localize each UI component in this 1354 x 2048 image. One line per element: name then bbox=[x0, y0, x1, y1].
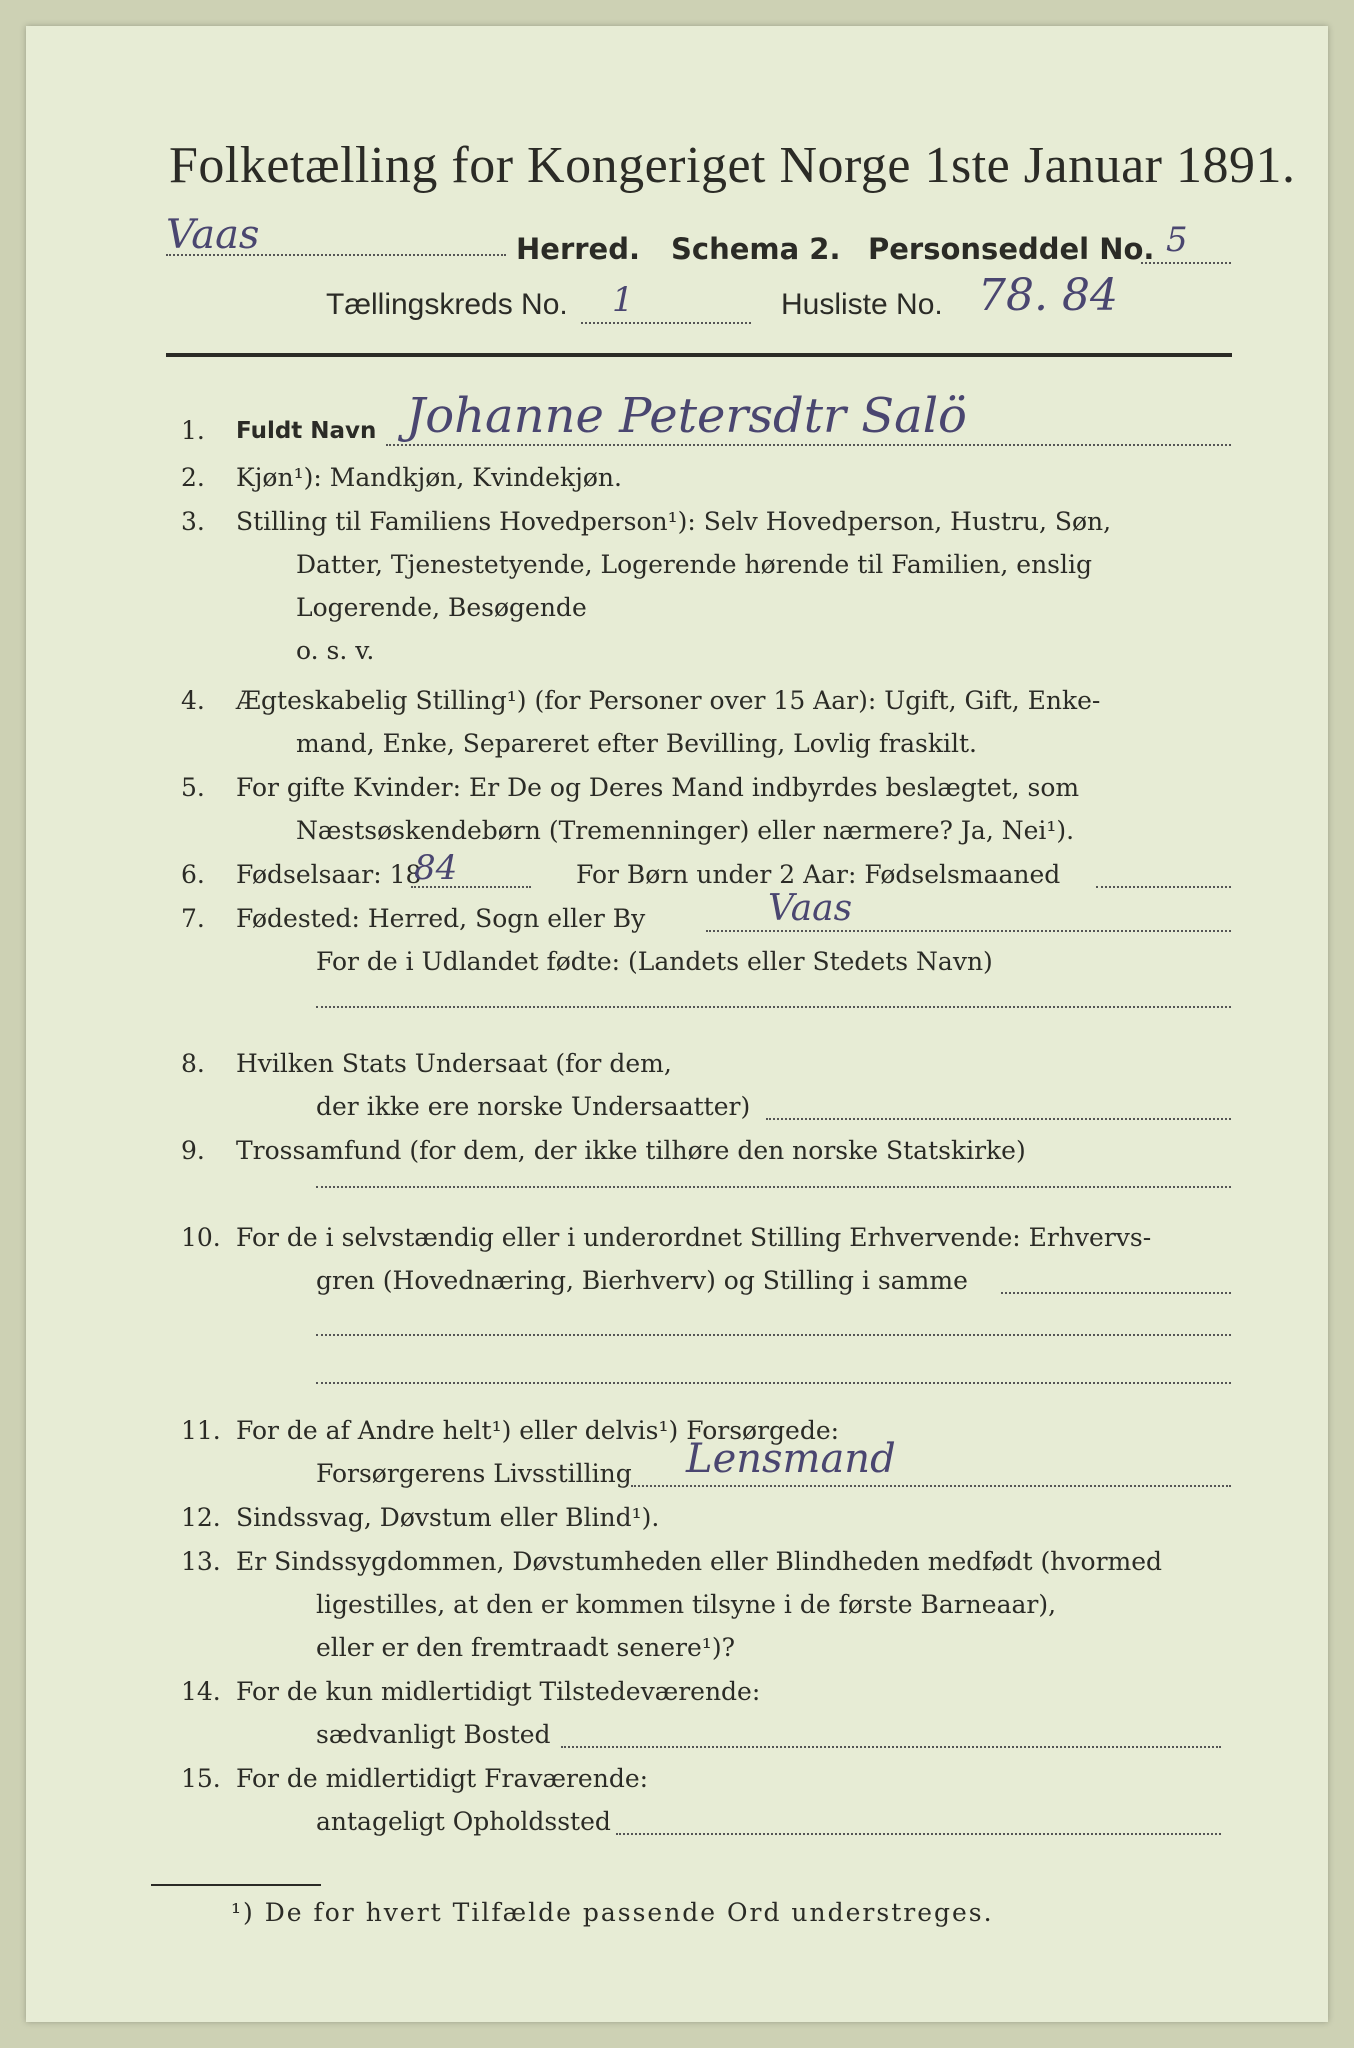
item-text: For Børn under 2 Aar: Fødselsmaaned bbox=[576, 860, 1061, 889]
item-text: ligestilles, at den er kommen tilsyne i de første Barneaar), bbox=[316, 1590, 1057, 1619]
item-text: antageligt Opholdssted bbox=[316, 1807, 611, 1836]
personseddel-label: Personseddel No. bbox=[868, 232, 1155, 266]
answer-birthplace: Vaas bbox=[768, 888, 853, 929]
item-number: 5. bbox=[181, 773, 205, 802]
name-dots bbox=[386, 444, 1231, 446]
form-title: Folketælling for Kongeriget Norge 1ste Januar 1891. bbox=[169, 137, 1296, 194]
item-text: gren (Hovednæring, Bierhverv) og Stilling i samme bbox=[316, 1266, 968, 1295]
birthplace-dots bbox=[706, 930, 1231, 932]
kreds-label: Tællingskreds No. bbox=[326, 288, 568, 321]
item-number: 11. bbox=[181, 1416, 221, 1445]
item-text: Datter, Tjenestetyende, Logerende hørende til Familien, enslig bbox=[296, 550, 1093, 579]
herred-dots bbox=[166, 254, 506, 256]
item-text: Er Sindssygdommen, Døvstumheden eller Blindheden medfødt (hvormed bbox=[236, 1547, 1163, 1576]
item-number: 9. bbox=[181, 1136, 205, 1165]
item-text: Logerende, Besøgende bbox=[296, 593, 587, 622]
husliste-label: Husliste No. bbox=[781, 288, 943, 321]
birth-year-dots bbox=[411, 886, 531, 888]
item-text: o. s. v. bbox=[296, 636, 375, 665]
herred-value: Vaas bbox=[166, 212, 260, 258]
citizenship-dots bbox=[766, 1118, 1231, 1120]
item-text: Hvilken Stats Undersaat (for dem, bbox=[236, 1049, 672, 1078]
abode-dots bbox=[616, 1833, 1221, 1835]
item-number: 12. bbox=[181, 1503, 221, 1532]
item-text: Kjøn¹): Mandkjøn, Kvindekjøn. bbox=[236, 463, 622, 492]
item-text: For de i Udlandet fødte: (Landets eller Stedets Navn) bbox=[316, 947, 993, 976]
residence-dots bbox=[561, 1746, 1221, 1748]
footnote: ¹) De for hvert Tilfælde passende Ord understreges. bbox=[231, 1898, 994, 1927]
footnote-rule bbox=[151, 1884, 321, 1886]
item-number: 4. bbox=[181, 686, 205, 715]
item-number: 13. bbox=[181, 1547, 221, 1576]
item-text: mand, Enke, Separeret efter Bevilling, Lovlig fraskilt. bbox=[296, 729, 977, 758]
header-rule bbox=[166, 353, 1232, 357]
item-text: For de kun midlertidigt Tilstedeværende: bbox=[236, 1677, 761, 1706]
item-number: 6. bbox=[181, 860, 205, 889]
schema-label: Schema 2. bbox=[671, 232, 841, 266]
foreign-birthplace-dots bbox=[316, 1006, 1231, 1008]
provider-dots bbox=[631, 1485, 1231, 1487]
census-form bbox=[26, 26, 1328, 2022]
item-number: 8. bbox=[181, 1049, 205, 1078]
item-text: For de af Andre helt¹) eller delvis¹) Forsørgede: bbox=[236, 1416, 840, 1445]
occupation-dots-2 bbox=[316, 1334, 1231, 1336]
item-text: For de i selvstændig eller i underordnet Stilling Erhvervende: Erhvervs- bbox=[236, 1223, 1152, 1252]
item-text: Fødested: Herred, Sogn eller By bbox=[236, 904, 646, 933]
item-text: Trossamfund (for dem, der ikke tilhøre den norske Statskirke) bbox=[236, 1136, 1026, 1165]
answer-full-name: Johanne Petersdtr Salö bbox=[406, 388, 967, 444]
item-text: For de midlertidigt Fraværende: bbox=[236, 1764, 649, 1793]
item-number: 15. bbox=[181, 1764, 221, 1793]
personseddel-dots bbox=[1141, 262, 1231, 264]
item-text: For gifte Kvinder: Er De og Deres Mand indbyrdes beslægtet, som bbox=[236, 773, 1080, 802]
item-text: sædvanligt Bosted bbox=[316, 1720, 551, 1749]
item-text: Fødselsaar: 18 bbox=[236, 860, 422, 889]
religion-dots bbox=[316, 1186, 1231, 1188]
item-number: 3. bbox=[181, 507, 205, 536]
occupation-dots-3 bbox=[316, 1382, 1231, 1384]
item-text: Næstsøskendebørn (Tremenninger) eller nærmere? Ja, Nei¹). bbox=[296, 816, 1075, 845]
item-number: 7. bbox=[181, 904, 205, 933]
answer-provider-occupation: Lensmand bbox=[686, 1436, 896, 1482]
item-number: 2. bbox=[181, 463, 205, 492]
herred-label: Herred. bbox=[516, 232, 640, 266]
item-text: der ikke ere norske Undersaatter) bbox=[316, 1092, 751, 1121]
item-label: Fuldt Navn bbox=[236, 418, 377, 444]
item-text: eller er den fremtraadt senere¹)? bbox=[316, 1633, 735, 1662]
item-text: Sindssvag, Døvstum eller Blind¹). bbox=[236, 1503, 660, 1532]
answer-birth-year: 84 bbox=[414, 848, 458, 888]
item-number: 14. bbox=[181, 1677, 221, 1706]
item-number: 1. bbox=[181, 416, 205, 445]
item-text: Forsørgerens Livsstilling bbox=[316, 1459, 632, 1488]
item-text: Ægteskabelig Stilling¹) (for Personer over 15 Aar): Ugift, Gift, Enke- bbox=[236, 686, 1101, 715]
occupation-dots bbox=[1001, 1292, 1231, 1294]
birth-month-dots bbox=[1096, 886, 1231, 888]
item-text: Stilling til Familiens Hovedperson¹): Selv Hovedperson, Hustru, Søn, bbox=[236, 507, 1112, 536]
husliste-value: 78. 84 bbox=[978, 270, 1118, 321]
kreds-dots bbox=[581, 322, 751, 324]
kreds-value: 1 bbox=[612, 280, 634, 320]
personseddel-value: 5 bbox=[1166, 220, 1188, 260]
item-number: 10. bbox=[181, 1223, 221, 1252]
